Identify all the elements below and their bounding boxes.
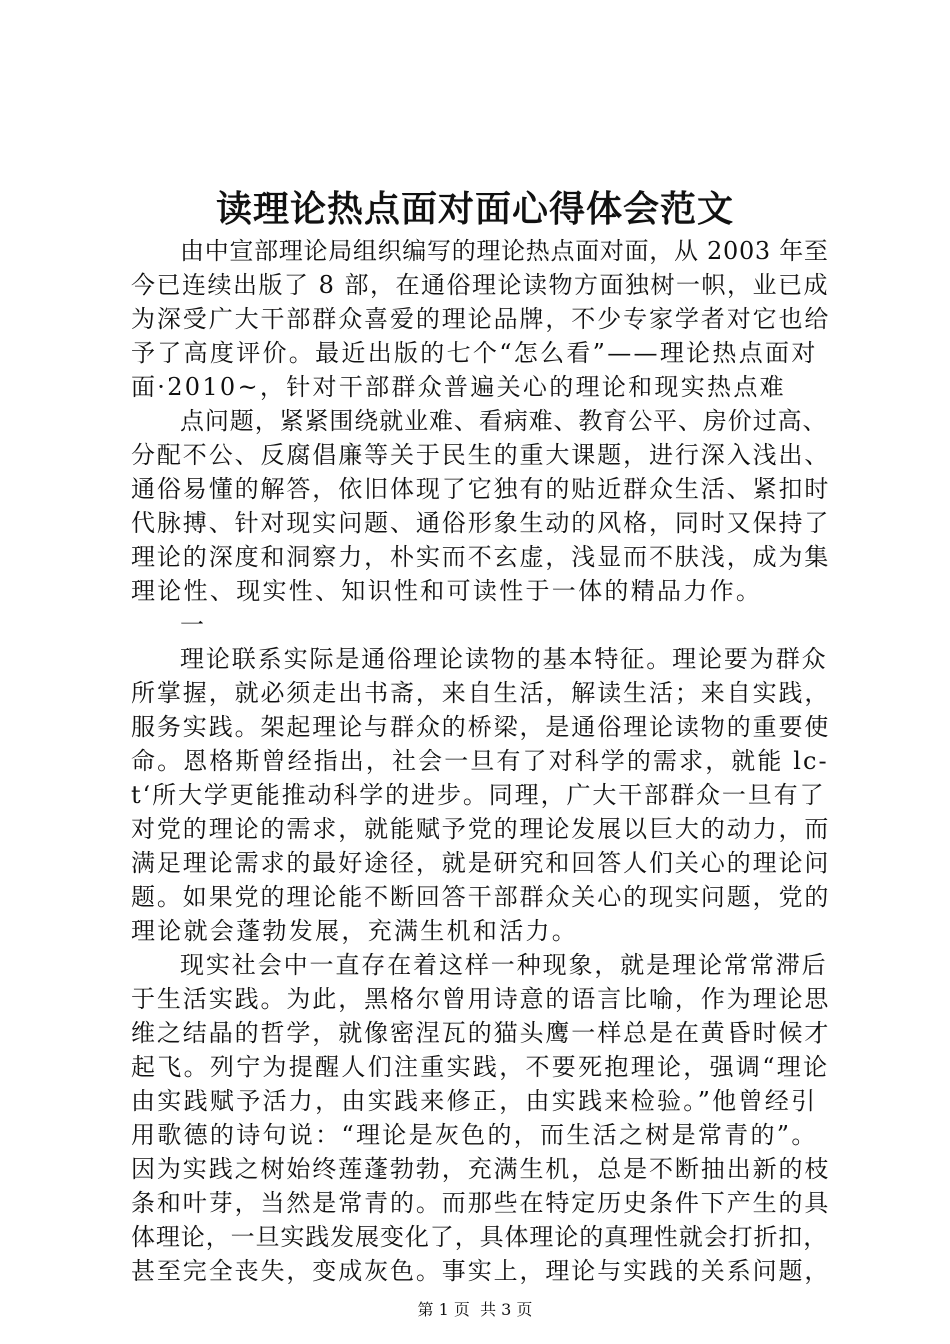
- paragraph-line: 代脉搏、针对现实问题、通俗形象生动的风格，同时又保持了: [131, 509, 831, 537]
- paragraph-line: 予了高度评价。最近出版的七个“怎么看”——理论热点面对: [131, 339, 818, 367]
- paragraph-line: 对党的理论的需求，就能赋予党的理论发展以巨大的动力，而: [131, 815, 831, 843]
- paragraph-line: 服务实践。架起理论与群众的桥梁，是通俗理论读物的重要使: [131, 713, 831, 741]
- paragraph-line: 面·2010~，针对干部群众普遍关心的理论和现实热点难: [131, 373, 786, 401]
- paragraph-line: 于生活实践。为此，黑格尔曾用诗意的语言比喻，作为理论思: [131, 985, 831, 1013]
- paragraph-line: 为深受广大干部群众喜爱的理论品牌，不少专家学者对它也给: [131, 305, 831, 333]
- paragraph-line: 由中宣部理论局组织编写的理论热点面对面，从 2003 年至: [180, 237, 829, 265]
- paragraph-line: 理论性、现实性、知识性和可读性于一体的精品力作。: [131, 577, 763, 605]
- paragraph-line: 起飞。列宁为提醒人们注重实践，不要死抱理论，强调“理论: [131, 1053, 830, 1081]
- paragraph-line: 体理论，一旦实践发展变化了，具体理论的真理性就会打折扣，: [131, 1223, 829, 1251]
- page-footer: 第 1 页 共 3 页: [417, 1300, 533, 1319]
- paragraph-line: 今已连续出版了 8 部，在通俗理论读物方面独树一帜，业已成: [131, 271, 830, 299]
- paragraph-line: 满足理论需求的最好途径，就是研究和回答人们关心的理论问: [131, 849, 831, 877]
- paragraph-line: 条和叶芽，当然是常青的。而那些在特定历史条件下产生的具: [131, 1189, 831, 1217]
- paragraph-line: 现实社会中一直存在着这样一种现象，就是理论常常滞后: [180, 951, 828, 979]
- paragraph-line: 通俗易懂的解答，依旧体现了它独有的贴近群众生活、紧扣时: [131, 475, 831, 503]
- paragraph-line: 点问题，紧紧围绕就业难、看病难、教育公平、房价过高、: [180, 407, 828, 435]
- paragraph-line: t‘所大学更能推动科学的进步。同理，广大干部群众一旦有了: [131, 781, 826, 809]
- paragraph-line: 理论就会蓬勃发展，充满生机和活力。: [131, 917, 579, 945]
- paragraph-line: 甚至完全丧失，变成灰色。事实上，理论与实践的关系问题，: [131, 1257, 831, 1285]
- paragraph-line: 由实践赋予活力，由实践来修正，由实践来检验。”他曾经引: [131, 1087, 818, 1115]
- paragraph-line: 用歌德的诗句说：“理论是灰色的，而生活之树是常青的”。: [131, 1121, 818, 1149]
- paragraph-line: 所掌握，就必须走出书斋，来自生活，解读生活；来自实践，: [131, 679, 831, 707]
- paragraph-line: 命。恩格斯曾经指出，社会一旦有了对科学的需求，就能 lc-: [131, 747, 829, 775]
- paragraph-line: 题。如果党的理论能不断回答干部群众关心的现实问题，党的: [131, 883, 831, 911]
- section-marker: 一: [180, 611, 207, 639]
- paragraph-line: 因为实践之树始终莲蓬勃勃，充满生机，总是不断抽出新的枝: [131, 1155, 831, 1183]
- document-title: 读理论热点面对面心得体会范文: [215, 188, 734, 230]
- paragraph-line: 维之结晶的哲学，就像密涅瓦的猫头鹰一样总是在黄昏时候才: [131, 1019, 831, 1047]
- paragraph-line: 理论的深度和洞察力，朴实而不玄虚，浅显而不肤浅，成为集: [131, 543, 831, 571]
- paragraph-line: 理论联系实际是通俗理论读物的基本特征。理论要为群众: [180, 645, 828, 673]
- paragraph-line: 分配不公、反腐倡廉等关于民生的重大课题，进行深入浅出、: [131, 441, 831, 469]
